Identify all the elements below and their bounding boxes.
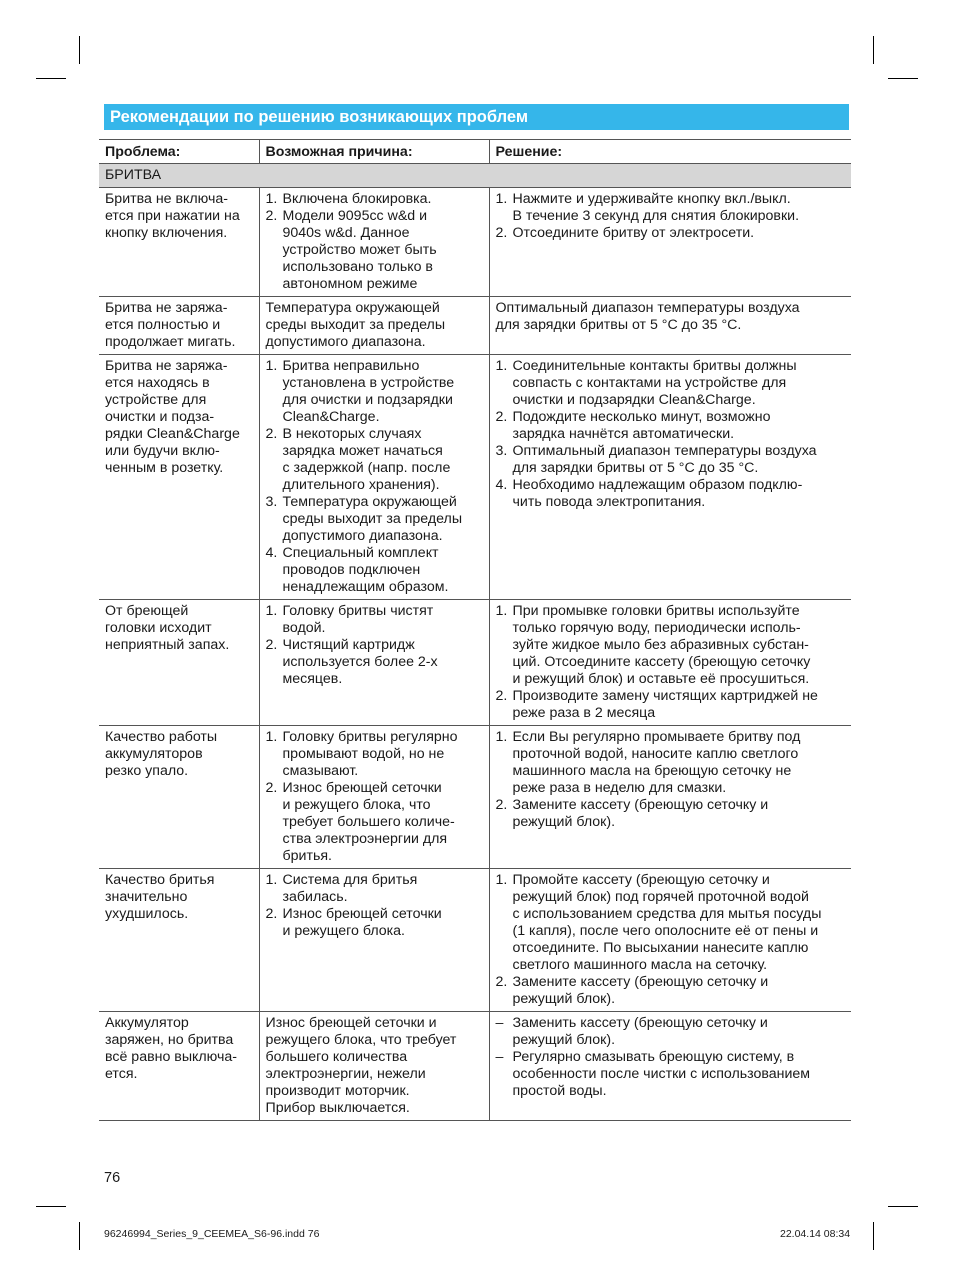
numbered-list (496, 603, 847, 722)
list-marker: 1. (265, 872, 278, 888)
list-item-text: Температура окружающей среды выходит за пределы допустимого диапазона. (282, 494, 463, 544)
problem-text: Бритва не заряжа- ется находясь в устройстве для очистки и подза- рядки Clean&Charge или будучи вклю- ченным в розетку. (105, 358, 240, 476)
list-item (266, 191, 484, 208)
table-row (99, 869, 851, 1012)
numbered-list (496, 191, 847, 242)
solution-cell (489, 726, 851, 869)
solution-cell (489, 297, 851, 355)
list-marker: 2. (265, 637, 278, 653)
cause-cell (259, 355, 489, 600)
list-item (266, 603, 484, 637)
list-marker: 2. (495, 409, 508, 425)
problem-cell (99, 869, 259, 1012)
list-marker: 1. (495, 358, 508, 374)
list-item-text: Производите замену чистящих картриджей не реже раза в 2 месяца (512, 688, 818, 721)
list-item-text: Оптимальный диапазон температуры воздуха для зарядки бритвы от 5 °С до 35 °С. (512, 443, 817, 476)
list-marker: 2. (265, 780, 278, 796)
list-item (496, 872, 847, 974)
table-row (99, 297, 851, 355)
list-marker: 4. (495, 477, 508, 493)
list-item-text: Нажмите и удерживайте кнопку вкл./выкл. В течение 3 секунд для снятия блокировки. (512, 191, 800, 224)
list-item (266, 906, 484, 940)
list-marker: 4. (265, 545, 278, 561)
list-item (496, 603, 847, 688)
list-marker: 1. (265, 191, 278, 207)
numbered-list (496, 729, 847, 831)
list-item-text: При промывке головки бритвы используйте только горячую воду, периодически исполь- зуйте жидкое мыло без абразивных субстан- ций. Отсоедините кассету (бреющую сеточку и режущий блок) и оставьте её просушиться. (512, 603, 811, 687)
problem-text: Качество работы аккумуляторов резко упало. (105, 729, 218, 779)
list-item (496, 443, 847, 477)
list-marker: 2. (265, 426, 278, 442)
cause-cell (259, 188, 489, 297)
cause-cell (259, 869, 489, 1012)
list-item-text: Бритва неправильно установлена в устройстве для очистки и подзарядки Clean&Charge. (282, 358, 455, 425)
list-item-text: Замените кассету (бреющую сеточку и режущий блок). (512, 974, 769, 1007)
crop-mark (79, 1222, 80, 1250)
problem-text: Бритва не заряжа- ется полностью и продолжает мигать. (105, 300, 236, 350)
crop-mark (873, 36, 874, 64)
numbered-list (266, 603, 484, 688)
cause-cell (259, 600, 489, 726)
column-header-cause: Возможная причина: (259, 140, 489, 164)
list-item-text: Головку бритвы регулярно промывают водой, но не смазывают. (282, 729, 458, 779)
solution-cell (489, 600, 851, 726)
list-marker: 1. (495, 729, 508, 745)
numbered-list (496, 358, 847, 511)
footer-filename: 96246994_Series_9_CEEMEA_S6-96.indd 76 (104, 1228, 320, 1240)
numbered-list (266, 872, 484, 940)
list-item (266, 494, 484, 545)
cause-cell (259, 297, 489, 355)
list-marker: 2. (495, 974, 508, 990)
problem-cell (99, 1012, 259, 1121)
problem-cell (99, 297, 259, 355)
list-item (266, 426, 484, 494)
list-item-text: Отсоедините бритву от электросети. (512, 225, 755, 241)
table-row (99, 355, 851, 600)
list-marker: 2. (265, 208, 278, 224)
cell-text: Температура окружающей среды выходит за пределы допустимого диапазона. (265, 300, 446, 350)
crop-mark (888, 1206, 918, 1207)
solution-cell (489, 1012, 851, 1121)
list-marker: 2. (495, 797, 508, 813)
list-item-text: Износ бреющей сеточки и режущего блока, что требует большего количе- ства электроэнергии для бритья. (282, 780, 455, 864)
list-item-text: Система для бритья забилась. (282, 872, 418, 905)
solution-cell (489, 869, 851, 1012)
list-item-text: Модели 9095cc w&d и 9040s w&d. Данное устройство может быть использовано только в автономном режиме (282, 208, 437, 292)
list-item-text: Головку бритвы чистят водой. (282, 603, 434, 636)
problem-cell (99, 600, 259, 726)
list-marker: 1. (265, 603, 278, 619)
list-item (266, 729, 484, 780)
list-item (496, 477, 847, 511)
list-item-text: Регулярно смазывать бреющую систему, в особенности после чистки с использованием простой воды. (512, 1049, 811, 1099)
list-marker: 1. (265, 729, 278, 745)
list-item-text: Износ бреющей сеточки и режущего блока. (282, 906, 442, 939)
table-row (99, 188, 851, 297)
list-item (496, 688, 847, 722)
crop-mark (79, 36, 80, 64)
numbered-list (266, 729, 484, 865)
list-marker: 2. (495, 688, 508, 704)
crop-mark (36, 1206, 66, 1207)
page-number: 76 (104, 1170, 121, 1186)
list-marker: 3. (265, 494, 278, 510)
list-item (496, 729, 847, 797)
footer-timestamp: 22.04.14 08:34 (780, 1228, 851, 1240)
cause-cell (259, 726, 489, 869)
list-item (496, 409, 847, 443)
list-marker: 3. (495, 443, 508, 459)
solution-cell (489, 188, 851, 297)
problem-text: Бритва не включа- ется при нажатии на кнопку включения. (105, 191, 240, 241)
list-marker: 1. (495, 603, 508, 619)
list-item (496, 974, 847, 1008)
section-label: БРИТВА (99, 164, 851, 188)
list-item-text: Если Вы регулярно промываете бритву под проточной водой, наносите каплю светлого машинного масла на бреющую сеточку не реже раза в неделю для смазки. (512, 729, 801, 796)
list-item (266, 208, 484, 293)
list-item (266, 872, 484, 906)
list-item-text: Специальный комплект проводов подключен ненадлежащим образом. (282, 545, 449, 595)
list-item (266, 637, 484, 688)
column-header-solution: Решение: (489, 140, 851, 164)
table-header-row (99, 140, 851, 164)
problem-cell (99, 355, 259, 600)
problem-text: Качество бритья значительно ухудшилось. (105, 872, 215, 922)
list-item (496, 1015, 847, 1049)
list-item-text: Заменить кассету (бреющую сеточку и режущий блок). (512, 1015, 768, 1048)
cell-text: Оптимальный диапазон температуры воздуха для зарядки бритвы от 5 °С до 35 °С. (495, 300, 800, 333)
list-marker: 2. (495, 225, 508, 241)
list-item (496, 1049, 847, 1100)
column-header-problem: Проблема: (99, 140, 259, 164)
crop-mark (873, 1222, 874, 1250)
list-item-text: Включена блокировка. (282, 191, 432, 207)
list-item (266, 358, 484, 426)
numbered-list (266, 191, 484, 293)
list-item-text: В некоторых случаях зарядка может начаться с задержкой (напр. после длительного хранения). (282, 426, 451, 493)
cause-cell (259, 1012, 489, 1121)
table-row (99, 600, 851, 726)
problem-text: Аккумулятор заряжен, но бритва всё равно выключа- ется. (105, 1015, 238, 1082)
list-item (496, 191, 847, 225)
list-item-text: Промойте кассету (бреющую сеточку и режущий блок) под горячей проточной водой с использованием средства для мытья посуды (1 капля), после чего ополосните её от пены и отсоедините. По высыхании нанесите каплю светлого машинного масла на сеточку. (512, 872, 822, 973)
cell-text: Износ бреющей сеточки и режущего блока, что требует большего количества электроэнергии, нежели производит моторчик. Прибор выключается. (265, 1015, 457, 1116)
problem-cell (99, 726, 259, 869)
list-item-text: Необходимо надлежащим образом подклю- чить повода электропитания. (512, 477, 803, 510)
list-item-text: Соединительные контакты бритвы должны совпасть с контактами на устройстве для очистки и подзарядки Clean&Charge. (512, 358, 797, 408)
list-item (496, 797, 847, 831)
list-item-text: Чистящий картридж используется более 2-х месяцев. (282, 637, 438, 687)
problem-text: От бреющей головки исходит неприятный запах. (105, 603, 230, 653)
list-marker: – (495, 1049, 504, 1065)
bullet-list (496, 1015, 847, 1100)
list-marker: – (495, 1015, 504, 1031)
numbered-list (496, 872, 847, 1008)
list-marker: 1. (265, 358, 278, 374)
section-row (99, 164, 851, 188)
troubleshooting-table (99, 139, 851, 1121)
table-row (99, 1012, 851, 1121)
problem-cell (99, 188, 259, 297)
list-item-text: Замените кассету (бреющую сеточку и режущий блок). (512, 797, 769, 830)
list-marker: 2. (265, 906, 278, 922)
list-item (266, 545, 484, 596)
crop-mark (888, 78, 918, 79)
list-item (266, 780, 484, 865)
list-marker: 1. (495, 191, 508, 207)
list-item (496, 225, 847, 242)
table-row (99, 726, 851, 869)
section-title: Рекомендации по решению возникающих проблем (110, 108, 529, 126)
list-marker: 1. (495, 872, 508, 888)
list-item-text: Подождите несколько минут, возможно зарядка начнётся автоматически. (512, 409, 771, 442)
section-header (104, 104, 849, 130)
numbered-list (266, 358, 484, 596)
list-item (496, 358, 847, 409)
crop-mark (36, 78, 66, 79)
solution-cell (489, 355, 851, 600)
